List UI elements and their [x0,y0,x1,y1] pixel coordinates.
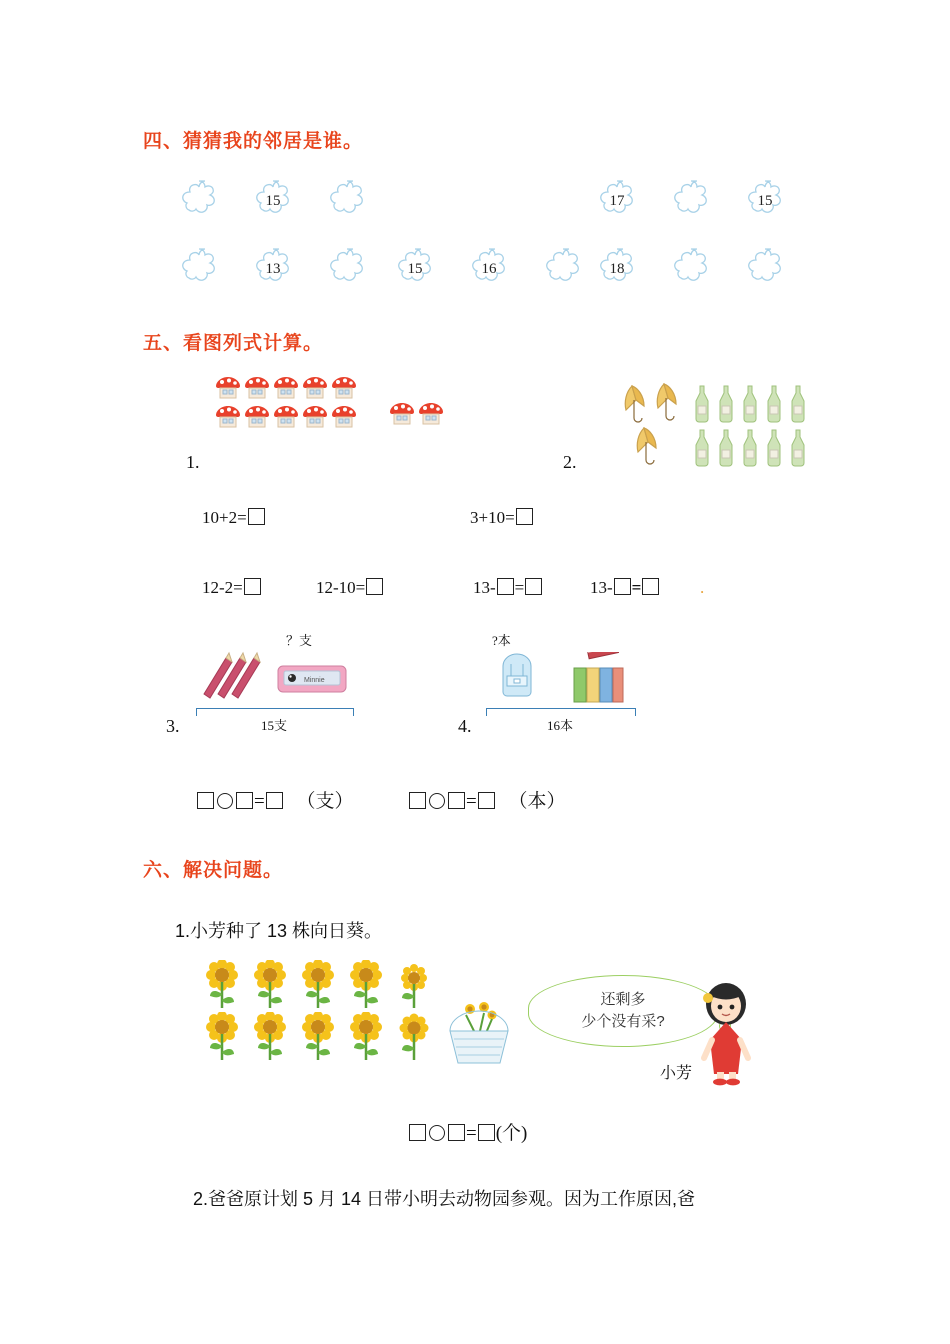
answer-box[interactable] [409,1124,426,1141]
bottle-icon [762,382,786,426]
bottle-icon [690,426,714,470]
equation-1c: 12-10= [316,578,384,598]
item-1-number: 1. [186,452,200,472]
operator-circle[interactable] [429,793,445,809]
bottle-icon [786,382,810,426]
operator-circle[interactable] [429,1125,445,1141]
mushroom-icon [301,374,329,400]
flower-cell[interactable] [462,245,516,293]
item-4-number: 4. [458,716,472,736]
flower-value: 15 [265,192,281,209]
pencils-icon [196,648,262,705]
problem-2-text: 2.爸爸原计划 5 月 14 日带小明去动物园参观。因为工作原因,爸 [193,1189,696,1209]
problem-1-text: 1.小芳种了 13 株向日葵。 [175,921,383,941]
stray-mark: . [700,578,705,597]
flower-cell[interactable] [738,177,792,225]
answer-line-3: = （支） [196,786,353,813]
equation-1b: 12-2= [202,578,262,598]
answer-box[interactable] [244,578,261,595]
girl-illustration [690,978,764,1091]
answer-box[interactable] [525,578,542,595]
equation-2b: 13- = [473,578,543,598]
mushroom-icon [214,374,242,400]
book-count-label: ?本 [492,633,511,648]
girl-name-label: 小芳 [660,1065,693,1082]
equation-2c: 13- = [590,578,660,598]
mushroom-icon [243,374,271,400]
answer-line-problem-1: = (个) [408,1118,527,1145]
flower-cell[interactable] [320,245,374,293]
sunflower-icon [344,960,392,1012]
sunflower-icon [296,960,344,1012]
answer-box[interactable] [248,508,265,525]
mushroom-icon [214,403,242,429]
bottle-icon [690,382,714,426]
flower-row-1-right [590,177,812,225]
bottle-icon [762,426,786,470]
mushroom-group-two [388,400,445,428]
flower-row-2-mid [388,245,610,293]
flower-cell[interactable] [738,245,792,293]
sunflower-icon [248,960,296,1012]
flower-cell[interactable] [246,245,300,293]
mushroom-icon [272,374,300,400]
flower-cell[interactable] [246,177,300,225]
flower-cell[interactable] [590,177,644,225]
svg-text:Minnie: Minnie [304,677,325,684]
flower-row-1-left [172,177,394,225]
bottle-group [690,382,810,470]
flower-value: 18 [609,260,625,277]
flower-row-2-left [172,245,394,293]
flower-cell[interactable] [172,177,226,225]
answer-box[interactable] [516,508,533,525]
equation-2a: 3+10= [470,508,534,528]
flower-cell[interactable] [536,245,590,293]
flower-value: 16 [481,260,497,277]
answer-box[interactable] [642,578,659,595]
bottle-icon [738,426,762,470]
pencil-total-label: 15支 [260,718,287,733]
flower-cell[interactable] [664,245,718,293]
section-four-title: 四、猜猜我的邻居是谁。 [143,131,364,152]
mushroom-icon [272,403,300,429]
bubble-line-2: 少个没有采? [581,1013,665,1030]
sunflower-icon [296,1012,344,1064]
mushroom-icon [417,400,445,426]
answer-box[interactable] [448,792,465,809]
bubble-line-1: 还剩多 [600,991,646,1008]
pencil-count-label: ？支 [286,633,313,648]
answer-box[interactable] [236,792,253,809]
backpack-icon [489,650,545,711]
flower-value: 13 [265,260,281,277]
sunflower-icon [392,960,440,1012]
answer-box[interactable] [266,792,283,809]
mushroom-group-ten [214,374,358,431]
bottle-icon [738,382,762,426]
flower-cell[interactable] [388,245,442,293]
answer-box[interactable] [497,578,514,595]
operator-circle[interactable] [217,793,233,809]
sunflower-icon [248,1012,296,1064]
bottle-icon [714,382,738,426]
sunflower-icon [344,1012,392,1064]
answer-box[interactable] [614,578,631,595]
equation-1a: 10+2= [202,508,266,528]
item-2-number: 2. [563,452,577,472]
answer-box[interactable] [197,792,214,809]
item-3-number: 3. [166,716,180,736]
flower-cell[interactable] [320,177,374,225]
mushroom-icon [388,400,416,426]
sunflower-group [200,960,440,1064]
mushroom-icon [330,374,358,400]
flower-value: 15 [757,192,773,209]
answer-box[interactable] [409,792,426,809]
sunflower-icon [200,960,248,1012]
answer-box[interactable] [478,1124,495,1141]
book-total-label: 16本 [546,718,573,733]
flower-row-2-right [590,245,812,293]
sunflower-icon [392,1012,440,1064]
section-five-title: 五、看图列式计算。 [143,333,324,354]
mushroom-icon [330,403,358,429]
sunflower-icon [200,1012,248,1064]
mushroom-icon [301,403,329,429]
flower-cell[interactable] [590,245,644,293]
pencil-case-icon [276,658,348,705]
answer-box[interactable] [448,1124,465,1141]
flower-value: 15 [407,260,423,277]
answer-box[interactable] [478,792,495,809]
section-six-title: 六、解决问题。 [143,860,284,881]
flower-value: 17 [609,192,625,209]
flower-cell[interactable] [664,177,718,225]
mushroom-icon [243,403,271,429]
answer-box[interactable] [366,578,383,595]
flower-cell[interactable] [172,245,226,293]
bottle-icon [786,426,810,470]
books-icon [568,652,638,709]
basket-icon [440,995,516,1074]
answer-line-4: = （本） [408,786,565,813]
bottle-icon [714,426,738,470]
